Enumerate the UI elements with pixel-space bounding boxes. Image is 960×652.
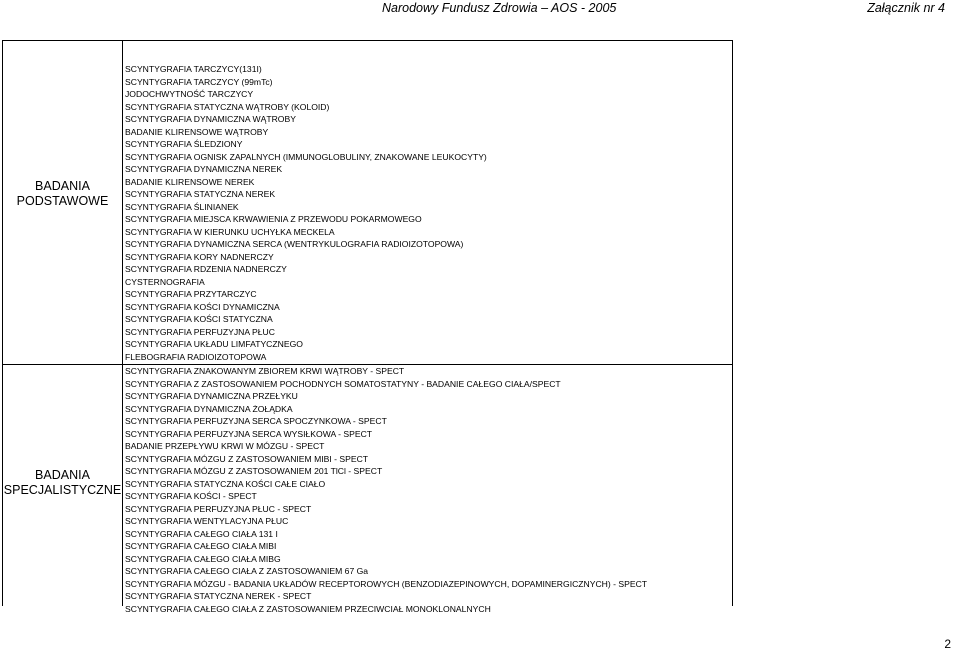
list-item: SCYNTYGRAFIA RDZENIA NADNERCZY [125,264,287,274]
list-item: SCYNTYGRAFIA DYNAMICZNA SERCA (WENTRYKULOGRAFIA RADIOIZOTOPOWA) [125,239,464,249]
list-item: SCYNTYGRAFIA STATYCZNA NEREK - SPECT [125,591,312,601]
list-item: SCYNTYGRAFIA DYNAMICZNA WĄTROBY [125,114,296,124]
list-item: SCYNTYGRAFIA KOŚCI - SPECT [125,491,257,501]
list-item: JODOCHWYTNOŚĆ TARCZYCY [125,89,254,99]
list-item: SCYNTYGRAFIA OGNISK ZAPALNYCH (IMMUNOGLOBULINY, ZNAKOWANE LEUKOCYTY) [125,151,487,162]
list-item: SCYNTYGRAFIA Z ZASTOSOWANIEM POCHODNYCH SOMATOSTATYNY - BADANIE CAŁEGO CIAŁA/SPECT [125,378,561,389]
list-item: BADANIE KLIRENSOWE WĄTROBY [125,126,269,137]
list-item: SCYNTYGRAFIA CAŁEGO CIAŁA MIBI [125,541,277,551]
list-item: SCYNTYGRAFIA CAŁEGO CIAŁA MIBG [125,553,281,564]
section-specialist-label-line2: SPECJALISTYCZNE [3,483,122,497]
list-item: SCYNTYGRAFIA PERFUZYJNA PŁUC - SPECT [125,503,312,514]
list-item: SCYNTYGRAFIA W KIERUNKU UCHYŁKA MECKELA [125,226,335,237]
list-item: SCYNTYGRAFIA MÓZGU Z ZASTOSOWANIEM MIBI - SPECT [125,453,369,464]
section-basic-label-line1: BADANIA [35,179,90,193]
procedures-table [2,40,733,614]
list-item: SCYNTYGRAFIA MIEJSCA KRWAWIENIA Z PRZEWODU POKARMOWEGO [125,214,422,224]
list-item: SCYNTYGRAFIA CAŁEGO CIAŁA Z ZASTOSOWANIEM 67 Ga [125,566,369,576]
list-item: SCYNTYGRAFIA KORY NADNERCZY [125,251,274,262]
list-item: SCYNTYGRAFIA ZNAKOWANYM ZBIOREM KRWI WĄTROBY - SPECT [125,366,405,376]
list-item: SCYNTYGRAFIA STATYCZNA WĄTROBY (KOLOID) [125,101,330,112]
list-item: SCYNTYGRAFIA CAŁEGO CIAŁA Z ZASTOSOWANIEM PRZECIWCIAŁ MONOKLONALNYCH [125,603,491,614]
document-header-title: Narodowy Fundusz Zdrowia – AOS - 2005 [382,1,617,15]
list-item: SCYNTYGRAFIA MÓZGU Z ZASTOSOWANIEM 201 TlCl - SPECT [125,466,383,476]
list-item: SCYNTYGRAFIA PERFUZYJNA SERCA WYSIŁKOWA - SPECT [125,428,373,439]
list-item: SCYNTYGRAFIA DYNAMICZNA PRZEŁYKU [125,391,298,401]
list-item: SCYNTYGRAFIA PRZYTARCZYC [125,289,257,299]
list-item: BADANIE PRZEPŁYWU KRWI W MÓZGU - SPECT [125,441,325,451]
annex-label: Załącznik nr 4 [867,1,945,15]
list-item: SCYNTYGRAFIA PERFUZYJNA SERCA SPOCZYNKOWA - SPECT [125,416,387,426]
section-basic [3,63,732,364]
list-item: SCYNTYGRAFIA KOŚCI STATYCZNA [125,314,273,324]
section-basic-list [125,63,729,363]
section-specialist-list [125,365,729,615]
list-item: SCYNTYGRAFIA MÓZGU - BADANIA UKŁADÓW RECEPTOROWYCH (BENZODIAZEPINOWYCH, DOPAMINERGICZNYCH) - SPECT [125,578,648,589]
list-item: SCYNTYGRAFIA TARCZYCY (99mTc) [125,76,273,87]
list-item: SCYNTYGRAFIA STATYCZNA NEREK [125,189,276,199]
list-item: SCYNTYGRAFIA TARCZYCY(131I) [125,64,262,74]
list-item: SCYNTYGRAFIA ŚLINIANEK [125,201,239,212]
section-specialist [3,365,732,614]
list-item: SCYNTYGRAFIA ŚLEDZIONY [125,139,243,149]
list-item: FLEBOGRAFIA RADIOIZOTOPOWA [125,351,267,362]
list-item: SCYNTYGRAFIA CAŁEGO CIAŁA 131 I [125,528,278,539]
list-item: SCYNTYGRAFIA STATYCZNA KOŚCI CAŁE CIAŁO [125,478,326,489]
list-item: SCYNTYGRAFIA UKŁADU LIMFATYCZNEGO [125,339,303,349]
section-specialist-label [3,468,122,498]
section-specialist-label-line1: BADANIA [35,468,90,482]
list-item: SCYNTYGRAFIA PERFUZYJNA PŁUC [125,326,275,337]
list-item: BADANIE KLIRENSOWE NEREK [125,176,255,187]
list-item: CYSTERNOGRAFIA [125,276,205,287]
section-basic-label [3,179,122,209]
list-item: SCYNTYGRAFIA DYNAMICZNA ŻOŁĄDKA [125,403,293,414]
section-basic-label-line2: PODSTAWOWE [16,194,109,208]
list-item: SCYNTYGRAFIA KOŚCI DYNAMICZNA [125,301,280,312]
page-number: 2 [944,637,951,651]
list-item: SCYNTYGRAFIA DYNAMICZNA NEREK [125,164,283,174]
list-item: SCYNTYGRAFIA WENTYLACYJNA PŁUC [125,516,289,526]
